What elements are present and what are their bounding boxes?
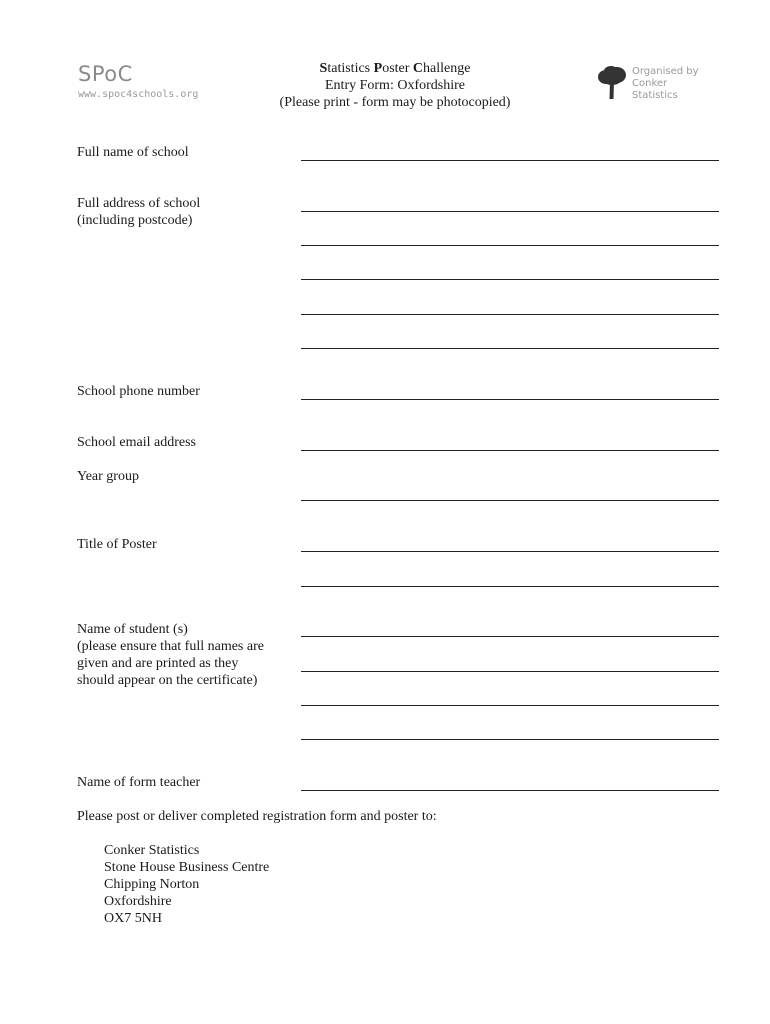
students-line[interactable] (301, 739, 719, 740)
organiser-line: Statistics (632, 90, 678, 101)
title-part: C (412, 61, 424, 76)
poster-title-line[interactable] (301, 551, 719, 552)
label-year-group: Year group (77, 469, 139, 484)
label-phone: School phone number (77, 384, 200, 399)
title-part: hallenge (423, 61, 471, 76)
school-address-line[interactable] (301, 348, 719, 349)
brand-url: www.spoc4schools.org (78, 89, 199, 100)
title-part: P (373, 61, 383, 76)
address-line: Stone House Business Centre (104, 860, 270, 875)
label-students-note: (please ensure that full names are (77, 639, 264, 654)
address-line: Oxfordshire (104, 894, 172, 909)
school-address-line[interactable] (301, 245, 719, 246)
email-line[interactable] (301, 450, 719, 451)
post-instructions: Please post or deliver completed registration form and poster to: (77, 809, 437, 824)
organiser-line: Organised by (632, 66, 699, 77)
form-title (250, 60, 540, 77)
school-address-line[interactable] (301, 279, 719, 280)
students-line[interactable] (301, 705, 719, 706)
tree-icon (597, 66, 627, 100)
school-address-line[interactable] (301, 211, 719, 212)
label-students: Name of student (s) (77, 622, 188, 637)
label-students-note: given and are printed as they (77, 656, 239, 671)
title-part: oster (382, 61, 413, 76)
form-header (250, 60, 540, 111)
phone-line[interactable] (301, 399, 719, 400)
address-line: OX7 5NH (104, 911, 162, 926)
students-line[interactable] (301, 671, 719, 672)
label-school-address: Full address of school (77, 196, 201, 211)
address-line: Conker Statistics (104, 843, 200, 858)
label-poster-title: Title of Poster (77, 537, 157, 552)
form-subtitle: Entry Form: Oxfordshire (325, 78, 465, 93)
brand-logo-text: SPoC (78, 62, 133, 86)
organiser-line: Conker (632, 78, 668, 89)
address-line: Chipping Norton (104, 877, 200, 892)
label-school-address-note: (including postcode) (77, 213, 193, 228)
title-part: tatistics (327, 61, 374, 76)
title-part: S (319, 61, 328, 76)
label-school-name: Full name of school (77, 145, 189, 160)
school-name-line[interactable] (301, 160, 719, 161)
year-group-line[interactable] (301, 500, 719, 501)
form-teacher-line[interactable] (301, 790, 719, 791)
organiser-text (632, 66, 699, 102)
students-line[interactable] (301, 636, 719, 637)
label-email: School email address (77, 435, 196, 450)
label-form-teacher: Name of form teacher (77, 775, 201, 790)
school-address-line[interactable] (301, 314, 719, 315)
postal-address (104, 842, 269, 927)
label-students-note: should appear on the certificate) (77, 673, 258, 688)
poster-title-line[interactable] (301, 586, 719, 587)
form-instructions: (Please print - form may be photocopied) (279, 95, 511, 110)
